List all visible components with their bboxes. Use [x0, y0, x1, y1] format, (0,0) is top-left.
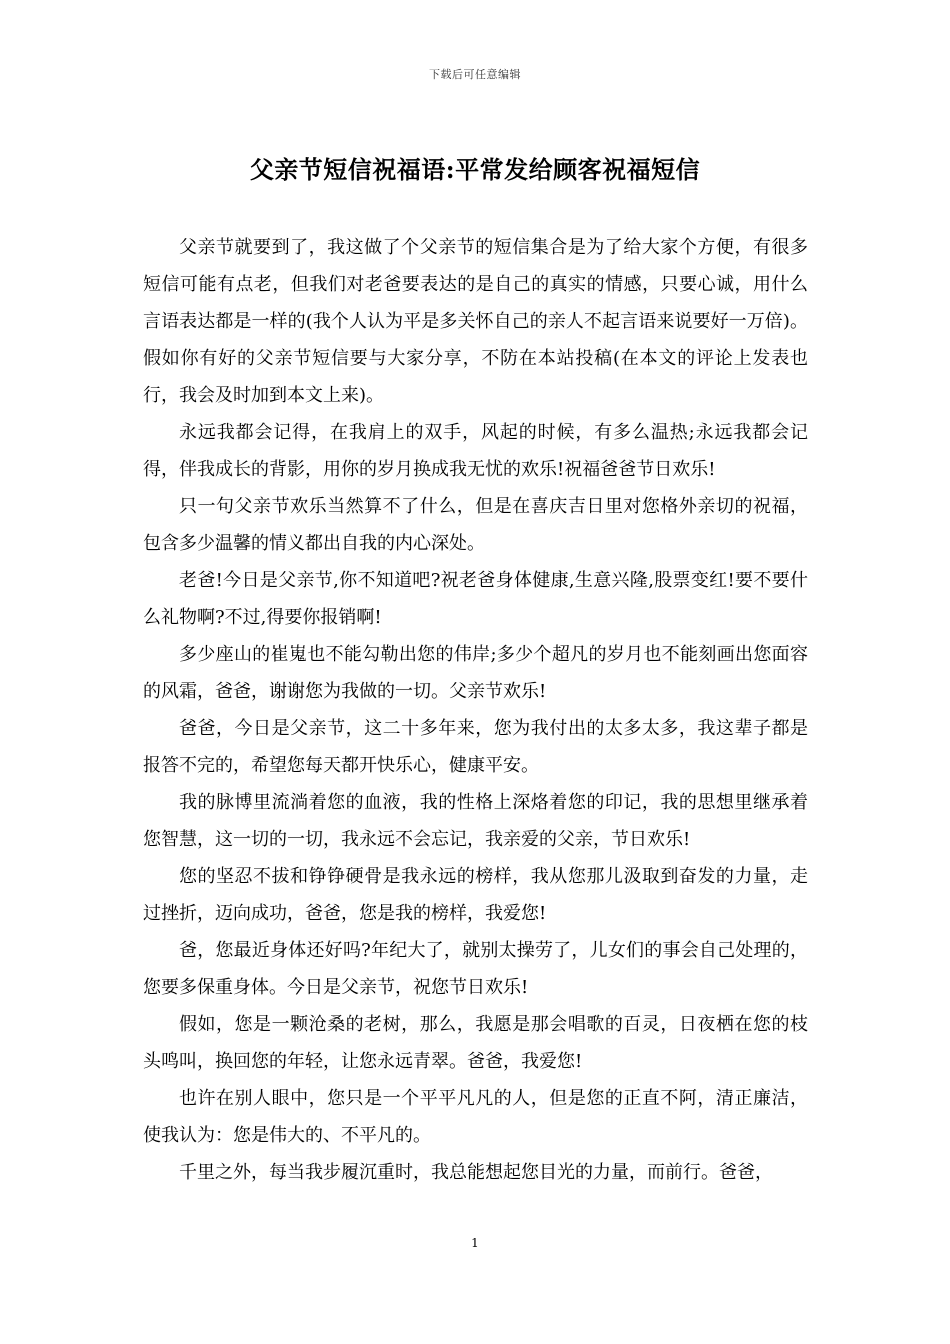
paragraph: 假如，您是一颗沧桑的老树，那么，我愿是那会唱歌的百灵，日夜栖在您的枝头鸣叫，换回您的年轻，让您永远青翠。爸爸，我爱您!: [143, 1014, 808, 1072]
paragraph: 只一句父亲节欢乐当然算不了什么，但是在喜庆吉日里对您格外亲切的祝福，包含多少温馨的情义都出自我的内心深处。: [143, 496, 808, 554]
paragraph: 老爸!今日是父亲节,你不知道吧?祝老爸身体健康,生意兴隆,股票变红!要不要什么礼物啊?不过,得要你报销啊!: [143, 570, 808, 628]
document-body: [143, 229, 808, 1191]
paragraph: 千里之外，每当我步履沉重时，我总能想起您目光的力量，而前行。爸爸，: [179, 1162, 773, 1183]
paragraph: 父亲节就要到了，我这做了个父亲节的短信集合是为了给大家个方便，有很多短信可能有点老，但我们对老爸要表达的是自己的真实的情感，只要心诚，用什么言语表达都是一样的(我个人认为平是多关怀自己的亲人不起言语来说要好一万倍)。假如你有好的父亲节短信要与大家分享，不防在本站投稿(在本文的评论上发表也行，我会及时加到本文上来)。: [143, 237, 808, 406]
paragraph: 您的坚忍不拔和铮铮硬骨是我永远的榜样，我从您那儿汲取到奋发的力量，走过挫折，迈向成功，爸爸，您是我的榜样，我爱您!: [143, 866, 808, 924]
paragraph: 我的脉博里流淌着您的血液，我的性格上深烙着您的印记，我的思想里继承着您智慧，这一切的一切，我永远不会忘记，我亲爱的父亲，节日欢乐!: [143, 792, 808, 850]
page-number: 1: [471, 1236, 479, 1250]
page-header: 下载后可任意编辑: [429, 68, 521, 81]
paragraph: 也许在别人眼中，您只是一个平平凡凡的人，但是您的正直不阿，清正廉洁，使我认为：您是伟大的、不平凡的。: [143, 1088, 808, 1146]
paragraph: 永远我都会记得，在我肩上的双手，风起的时候，有多么温热;永远我都会记得，伴我成长的背影，用你的岁月换成我无忧的欢乐!祝福爸爸节日欢乐!: [143, 422, 808, 480]
document-title: 父亲节短信祝福语:平常发给顾客祝福短信: [249, 155, 701, 184]
paragraph: 多少座山的崔嵬也不能勾勒出您的伟岸;多少个超凡的岁月也不能刻画出您面容的风霜，爸爸，谢谢您为我做的一切。父亲节欢乐!: [143, 644, 808, 702]
paragraph: 爸爸，今日是父亲节，这二十多年来，您为我付出的太多太多，我这辈子都是报答不完的，希望您每天都开快乐心，健康平安。: [143, 718, 808, 776]
paragraph: 爸，您最近身体还好吗?年纪大了，就别太操劳了，儿女们的事会自己处理的，您要多保重身体。今日是父亲节，祝您节日欢乐!: [143, 940, 808, 998]
